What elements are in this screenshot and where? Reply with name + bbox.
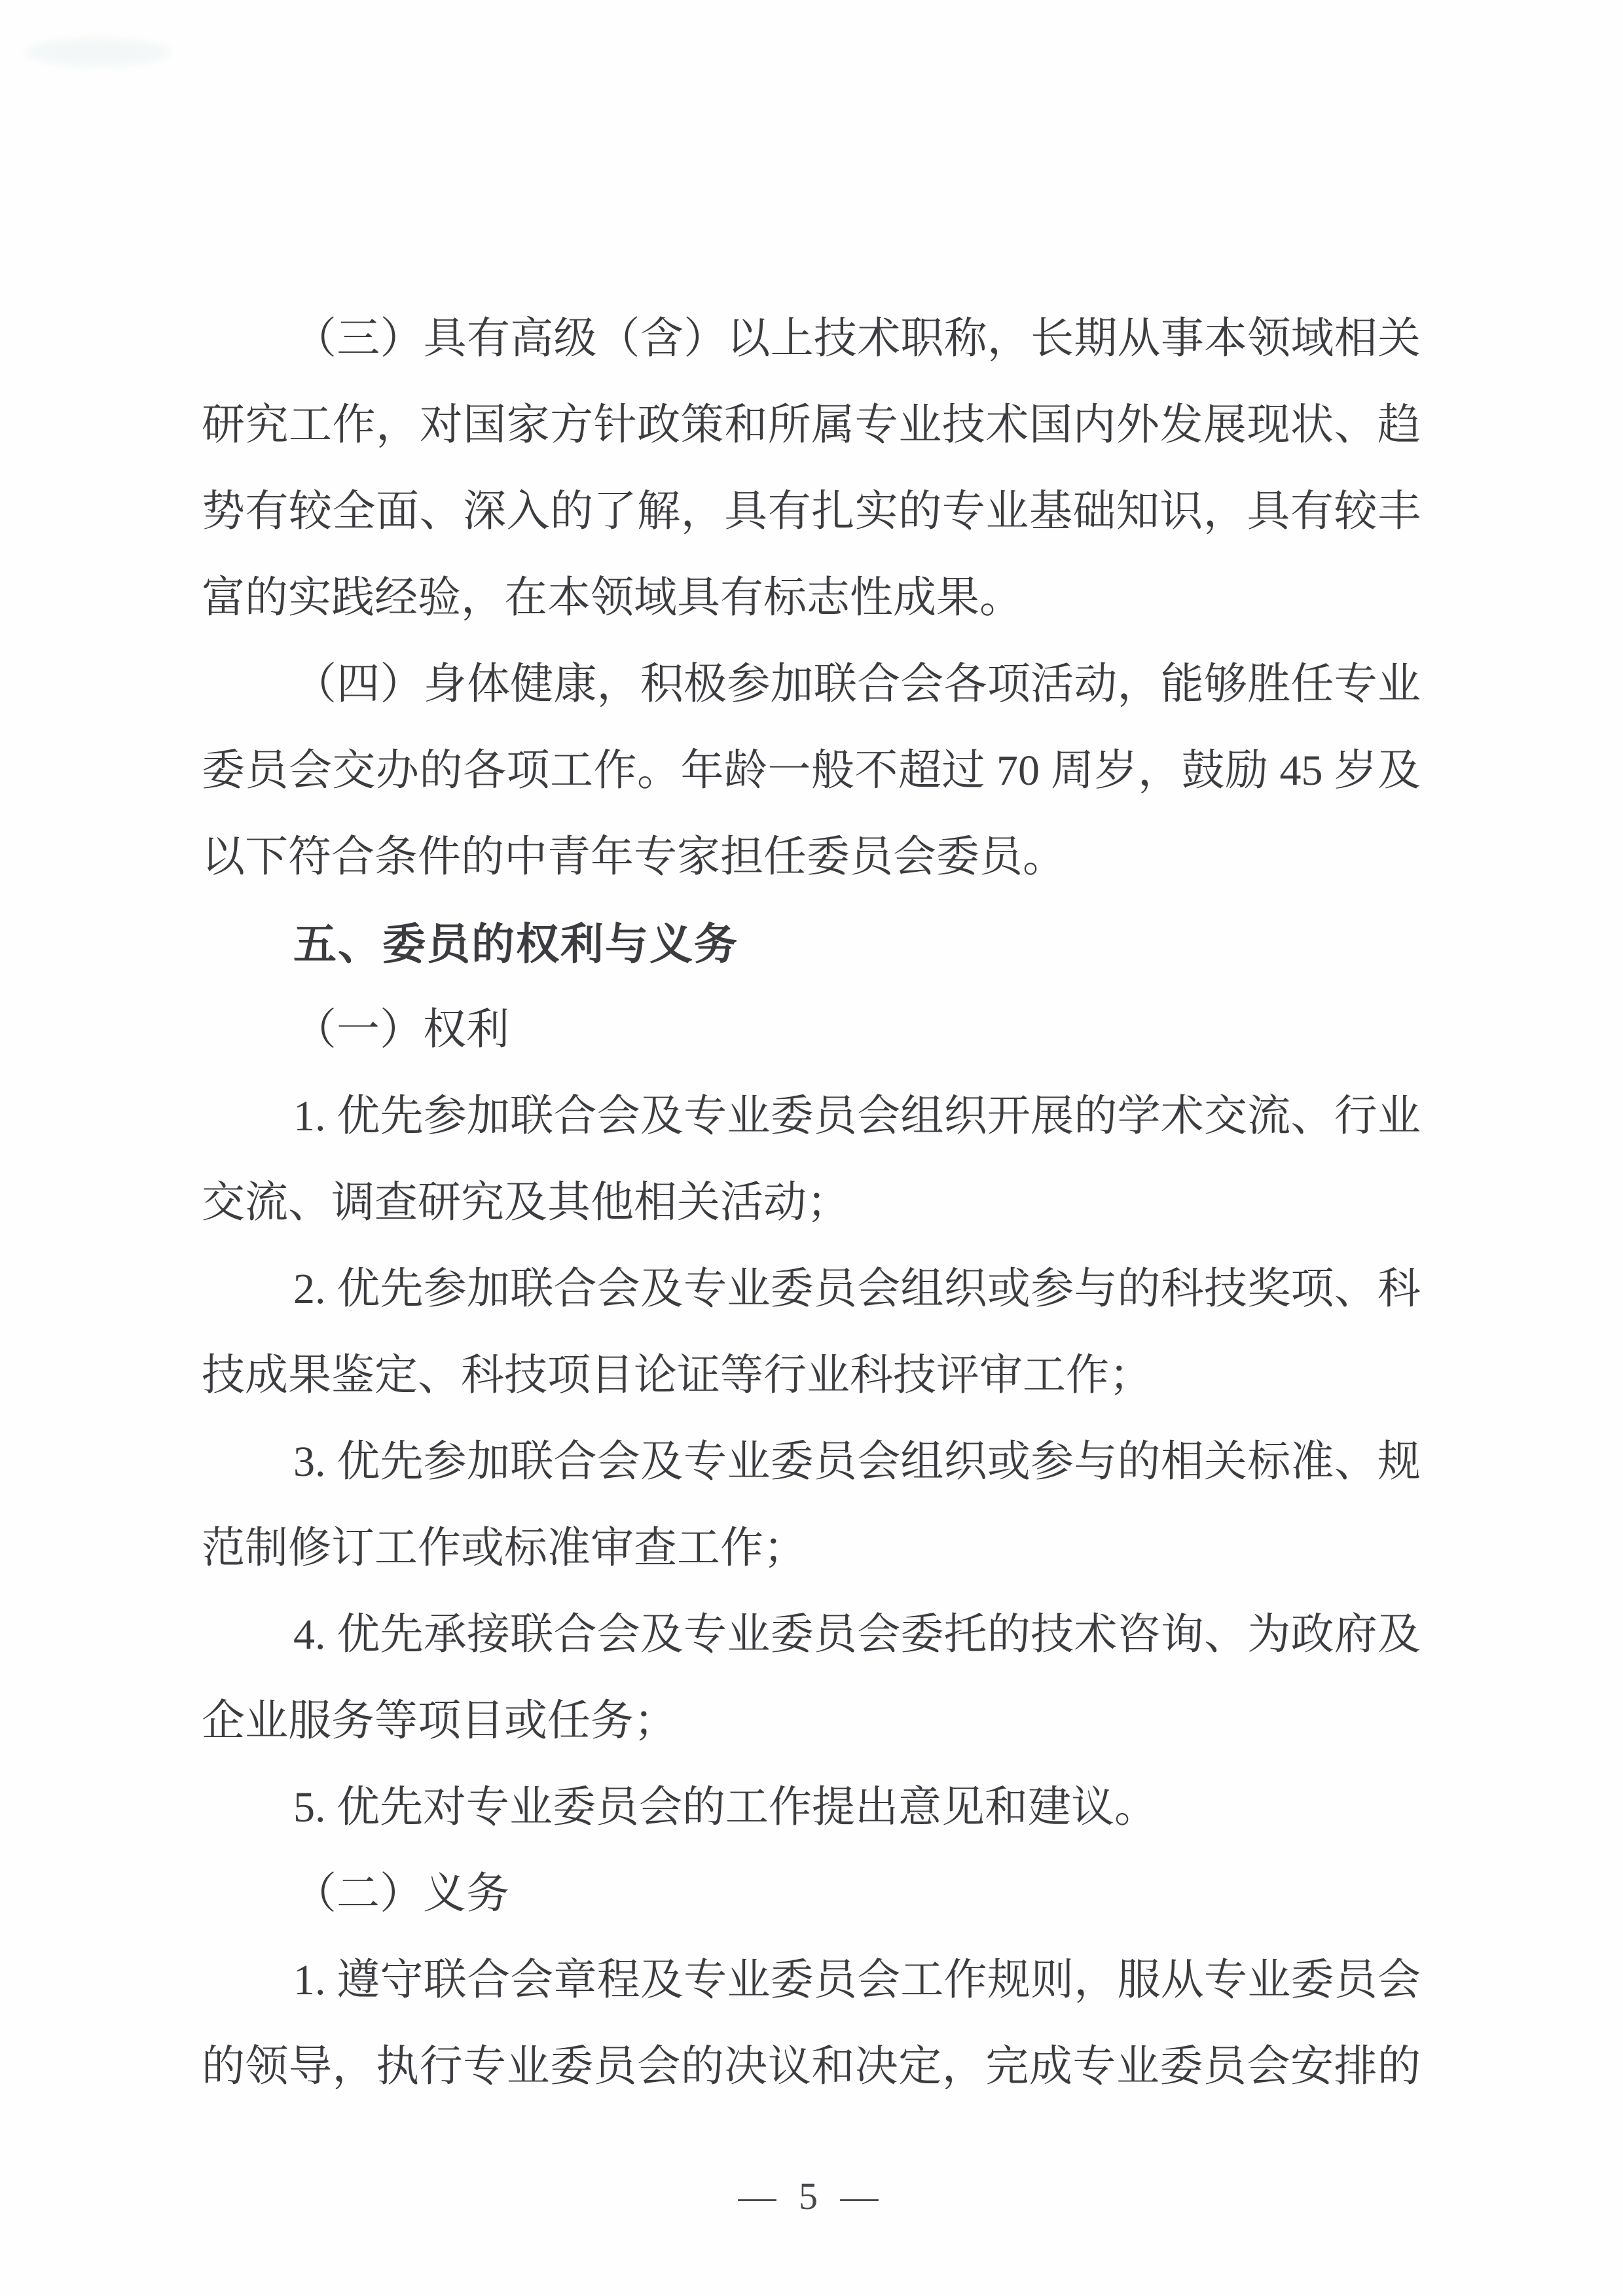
text-line: （四）身体健康，积极参加联合会各项活动，能够胜任专业 [293, 660, 1421, 708]
body-text [202, 296, 1421, 2110]
text-line: 2. 优先参加联合会及专业委员会组织或参与的科技奖项、科 [293, 1265, 1421, 1313]
section-heading-line: 五、委员的权利与义务 [293, 920, 739, 968]
text-line: 交流、调查研究及其他相关活动； [202, 1179, 850, 1227]
text-line: 范制修订工作或标准审查工作； [202, 1524, 807, 1572]
text-line: 4. 优先承接联合会及专业委员会委托的技术咨询、为政府及 [293, 1611, 1421, 1659]
text-line: 5. 优先对专业委员会的工作提出意见和建议。 [293, 1784, 1158, 1831]
text-line: 技成果鉴定、科技项目论证等行业科技评审工作； [202, 1352, 1152, 1399]
text-line: 研究工作，对国家方针政策和所属专业技术国内外发展现状、趋 [202, 401, 1421, 449]
text-line: （三）具有高级（含）以上技术职称，长期从事本领域相关 [293, 315, 1421, 363]
text-line: （一）权利 [293, 1006, 509, 1054]
page-number: — 5 — [738, 2175, 885, 2217]
text-line: 1. 优先参加联合会及专业委员会组织开展的学术交流、行业 [293, 1092, 1421, 1140]
text-line: 3. 优先参加联合会及专业委员会组织或参与的相关标准、规 [293, 1438, 1421, 1486]
text-line: 以下符合条件的中青年专家担任委员会委员。 [202, 833, 1066, 881]
text-line: 1. 遵守联合会章程及专业委员会工作规则，服从专业委员会 [293, 1956, 1421, 2004]
text-line: 势有较全面、深入的了解，具有扎实的专业基础知识，具有较丰 [202, 488, 1421, 535]
text-line: （二）义务 [293, 1870, 509, 1918]
scan-smudge-artifact [26, 39, 170, 65]
text-line: 企业服务等项目或任务； [202, 1697, 677, 1745]
text-line: 富的实践经验，在本领域具有标志性成果。 [202, 574, 1023, 622]
text-line: 委员会交办的各项工作。年龄一般不超过 70 周岁，鼓励 45 岁及 [202, 747, 1421, 795]
text-line: 的领导，执行专业委员会的决议和决定，完成专业委员会安排的 [202, 2043, 1421, 2090]
